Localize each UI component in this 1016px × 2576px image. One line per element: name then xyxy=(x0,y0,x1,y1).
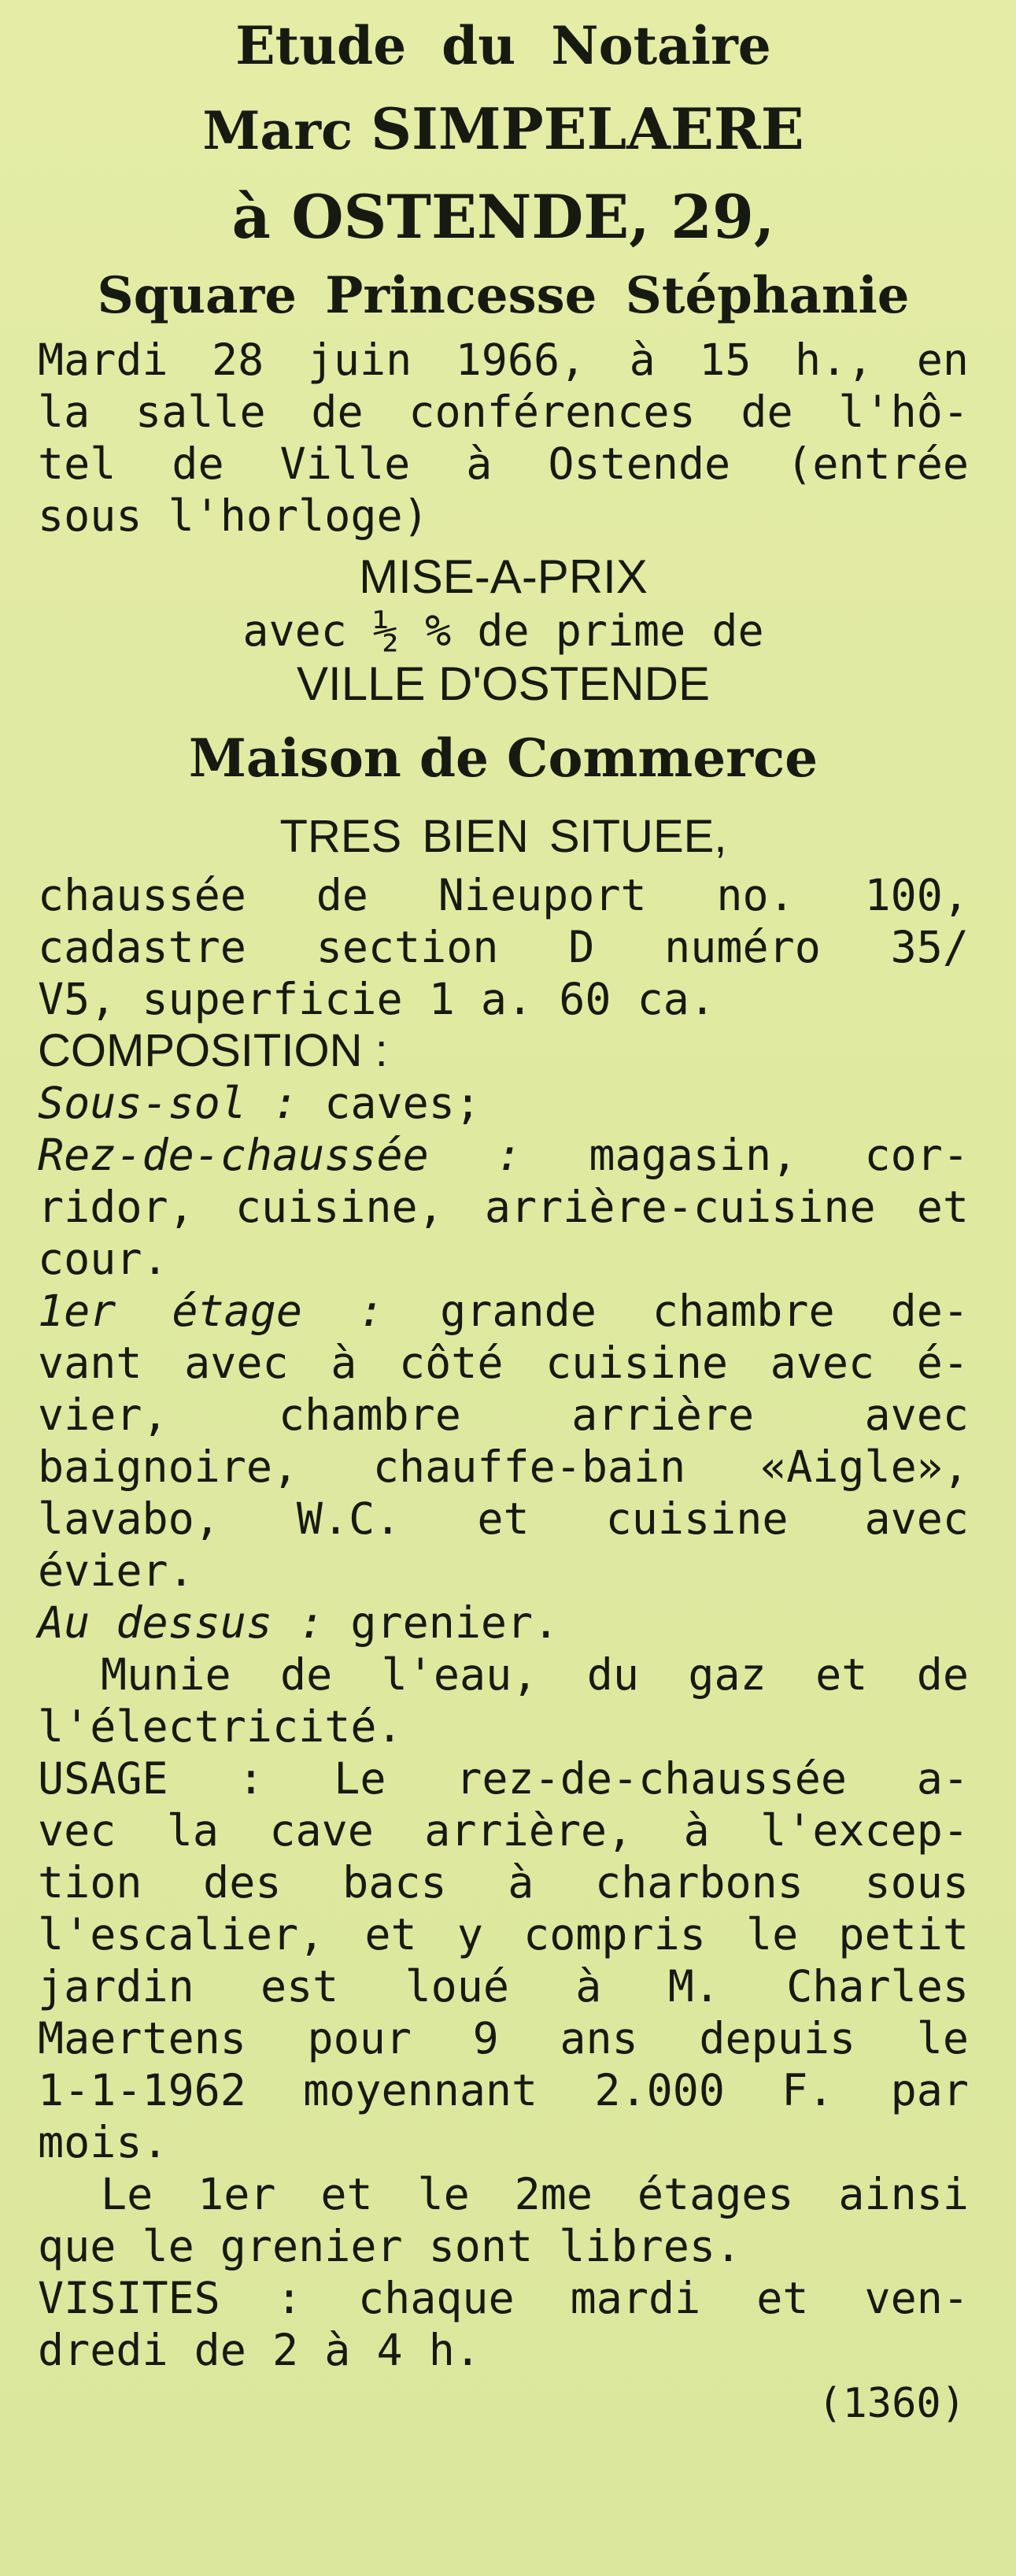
intro-paragraph xyxy=(38,334,969,542)
intro-line: Mardi 28 juin 1966, à 15 h., en xyxy=(38,335,969,385)
address-line: cadastre section D numéro 35/ xyxy=(38,922,969,972)
mise-a-prix-block xyxy=(38,550,969,712)
usage-line: jardin est loué à M. Charles xyxy=(38,1961,969,2012)
utilities-line: l'électricité. xyxy=(38,1701,403,1752)
etage-continuation: vier, chambre arrière avec xyxy=(38,1390,969,1440)
libres-paragraph xyxy=(38,2168,969,2272)
soussol-label: Sous-sol : xyxy=(38,1078,299,1128)
visites-paragraph xyxy=(38,2272,969,2376)
notice-reference-number: (1360) xyxy=(818,2380,966,2427)
property-title: Maison de Commerce xyxy=(188,727,818,789)
rez-label: Rez-de-chaussée : xyxy=(38,1130,523,1180)
usage-line: 1-1-1962 moyennant 2.000 F. par xyxy=(38,2065,969,2115)
utilities-paragraph xyxy=(38,1649,969,1752)
property-address xyxy=(38,869,969,1025)
notary-first-name: Marc xyxy=(202,100,353,161)
intro-line: tel de Ville à Ostende (entrée xyxy=(38,439,969,489)
soussol-line xyxy=(38,1077,969,1129)
rez-continuation: cour. xyxy=(38,1234,168,1284)
etage-continuation: lavabo, W.C. et cuisine avec xyxy=(38,1493,969,1544)
notary-last-name: SIMPELAERE xyxy=(371,95,804,162)
usage-paragraph xyxy=(38,1752,969,2168)
intro-line: la salle de conférences de l'hô- xyxy=(38,387,969,437)
mise-a-prix-title: MISE-A-PRIX xyxy=(359,550,648,603)
notary-name xyxy=(38,83,969,176)
notary-square: Square Princesse Stéphanie xyxy=(97,266,910,325)
mise-a-prix-city: VILLE D'OSTENDE xyxy=(297,657,710,710)
soussol-text: caves; xyxy=(298,1078,481,1128)
address-line: V5, superficie 1 a. 60 ca. xyxy=(38,974,715,1024)
usage-line: USAGE : Le rez-de-chaussée a- xyxy=(38,1753,969,1804)
address-line: chaussée de Nieuport no. 100, xyxy=(38,870,969,920)
property-subtitle: TRES BIEN SITUEE, xyxy=(279,811,727,862)
visites-line: VISITES : chaque mardi et ven- xyxy=(38,2273,969,2323)
utilities-line: Munie de l'eau, du gaz et de xyxy=(101,1649,969,1700)
libres-line: que le grenier sont libres. xyxy=(38,2221,742,2271)
libres-line: Le 1er et le 2me étages ainsi xyxy=(101,2169,969,2219)
intro-line: sous l'horloge) xyxy=(38,490,429,541)
usage-line: mois. xyxy=(38,2117,168,2167)
etage-continuation: évier. xyxy=(38,1545,194,1596)
rez-line xyxy=(38,1129,969,1181)
composition-heading: COMPOSITION : xyxy=(38,1025,388,1076)
dessus-text: grenier. xyxy=(324,1597,560,1648)
notary-city: à OSTENDE, 29, xyxy=(231,182,775,252)
etage-line xyxy=(38,1285,969,1337)
usage-line: Maertens pour 9 ans depuis le xyxy=(38,2013,969,2063)
etage-text: grande chambre de- xyxy=(384,1286,969,1336)
rez-continuation: ridor, cuisine, arrière-cuisine et xyxy=(38,1182,969,1232)
usage-line: l'escalier, et y compris le petit xyxy=(38,1909,969,1960)
dessus-line xyxy=(38,1597,969,1649)
etage-label: 1er étage : xyxy=(38,1286,385,1336)
notary-heading: Etude du Notaire xyxy=(235,15,771,76)
dessus-label: Au dessus : xyxy=(38,1597,325,1648)
mise-a-prix-prime: avec ½ % de prime de xyxy=(242,605,764,656)
usage-line: vec la cave arrière, à l'excep- xyxy=(38,1805,969,1856)
visites-line: dredi de 2 à 4 h. xyxy=(38,2325,481,2375)
etage-continuation: vant avec à côté cuisine avec é- xyxy=(38,1338,969,1388)
rez-text: magasin, cor- xyxy=(522,1130,969,1180)
etage-continuation: baignoire, chauffe-bain «Aigle», xyxy=(38,1442,969,1492)
usage-line: tion des bacs à charbons sous xyxy=(38,1857,969,1908)
